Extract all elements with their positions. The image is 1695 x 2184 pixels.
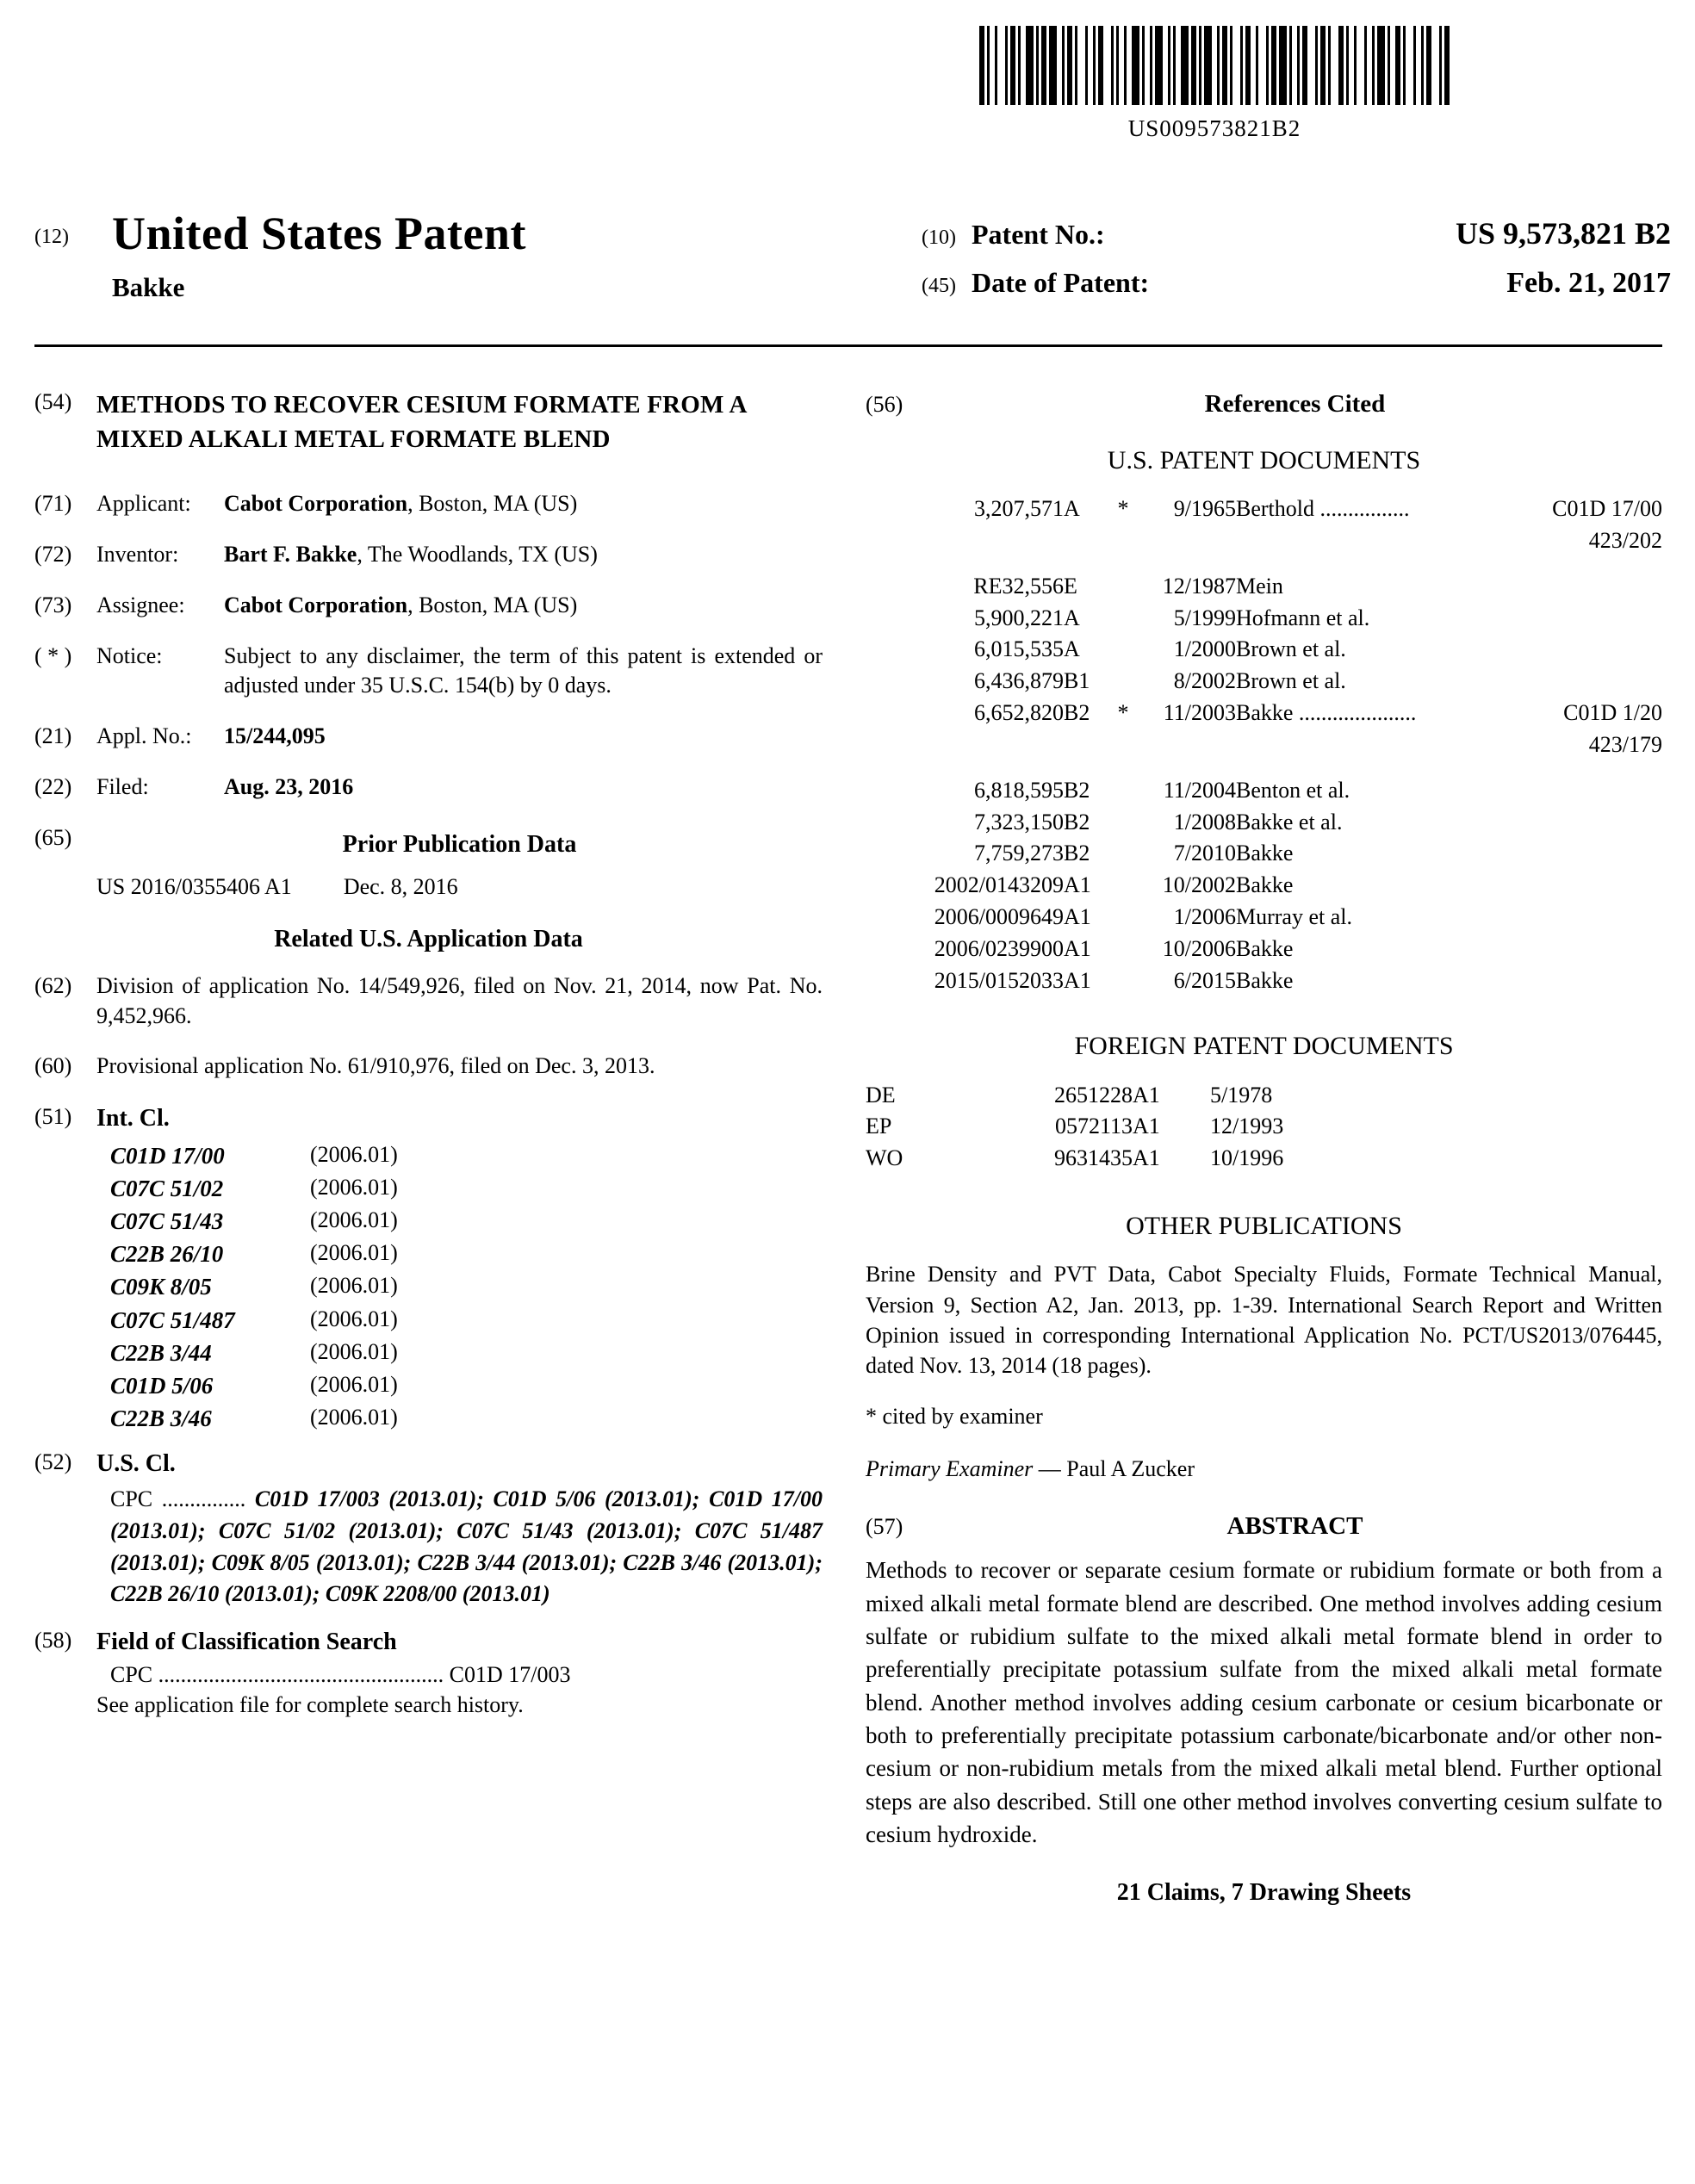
foreign-country: DE bbox=[866, 1082, 896, 1108]
reference-class bbox=[1500, 934, 1662, 965]
field-tag-72: (72) bbox=[34, 541, 72, 567]
prior-pub-body bbox=[96, 823, 823, 903]
int-cl-table bbox=[110, 1140, 823, 1435]
header-right bbox=[922, 215, 1671, 315]
applicant-field bbox=[34, 489, 823, 519]
foreign-kind: A1 bbox=[1133, 1082, 1160, 1108]
reference-kind: B2 bbox=[1064, 841, 1090, 866]
table-row bbox=[866, 807, 1662, 839]
reference-subclass: 423/179 bbox=[1588, 731, 1662, 757]
reference-star: * bbox=[1117, 496, 1129, 522]
field-tag-52: (52) bbox=[34, 1449, 72, 1475]
notice-label: Notice: bbox=[96, 642, 163, 668]
field-tag-73: (73) bbox=[34, 592, 72, 617]
field-tag-star: ( * ) bbox=[34, 642, 72, 668]
table-row bbox=[866, 698, 1662, 729]
reference-date: 1/2008 bbox=[1173, 809, 1236, 835]
reference-number: 7,323,150 bbox=[974, 809, 1064, 835]
reference-star bbox=[1114, 634, 1133, 666]
reference-name: Mein bbox=[1236, 573, 1283, 599]
claims-drawings-line: 21 Claims, 7 Drawing Sheets bbox=[1116, 1879, 1412, 1907]
reference-number: 6,818,595 bbox=[974, 777, 1064, 803]
table-row bbox=[866, 1143, 1283, 1175]
reference-date: 10/2002 bbox=[1162, 872, 1236, 898]
table-row bbox=[866, 934, 1662, 965]
reference-name: Berthold ................ bbox=[1236, 496, 1410, 522]
field-tag-57: (57) bbox=[866, 1514, 903, 1540]
us-patent-documents-heading: U.S. PATENT DOCUMENTS bbox=[1107, 445, 1421, 475]
references-cited-heading: References Cited bbox=[1204, 390, 1386, 418]
foreign-patent-documents-table bbox=[866, 1080, 1283, 1175]
reference-class bbox=[1500, 807, 1662, 839]
field-tag-12: (12) bbox=[34, 226, 69, 248]
int-cl-version: (2006.01) bbox=[310, 1240, 398, 1266]
inventor-label: Inventor: bbox=[96, 541, 179, 567]
field-tag-71: (71) bbox=[34, 491, 72, 517]
reference-class bbox=[1500, 634, 1662, 666]
reference-class bbox=[1500, 965, 1662, 997]
int-cl-row bbox=[110, 1271, 823, 1302]
reference-kind: A bbox=[1064, 636, 1080, 662]
reference-name: Bakke bbox=[1236, 967, 1294, 993]
assignee-field bbox=[34, 591, 823, 621]
int-cl-version: (2006.01) bbox=[310, 1207, 398, 1233]
cpc-block bbox=[110, 1484, 823, 1611]
table-row bbox=[866, 965, 1662, 997]
reference-date: 1/2006 bbox=[1173, 903, 1236, 929]
references-cited-row bbox=[866, 388, 1662, 421]
foreign-number: 2651228 bbox=[1054, 1082, 1133, 1108]
reference-name: Benton et al. bbox=[1236, 777, 1350, 803]
field-search-note: See application file for complete search history. bbox=[96, 1691, 524, 1717]
filed-value: Aug. 23, 2016 bbox=[224, 774, 354, 799]
table-spacer bbox=[866, 761, 1662, 775]
inventor-value bbox=[224, 540, 823, 570]
reference-date: 8/2002 bbox=[1173, 668, 1236, 694]
field-search-label: Field of Classification Search bbox=[96, 1629, 397, 1656]
table-spacer bbox=[866, 557, 1662, 571]
applicant-rest: , Boston, MA (US) bbox=[407, 491, 578, 517]
int-cl-code: C01D 5/06 bbox=[110, 1372, 214, 1399]
us-patent-documents-table bbox=[866, 493, 1662, 996]
cpc-codes: C01D 17/003 (2013.01); C01D 5/06 (2013.01); C01D 17/00 (2013.01); C07C 51/02 (2013.01); C07C 51/43 (2013.01); C07C 51/487 (2013.01); C09K 8/05 (2013.01); C22B 3/44 (2013.01); C22B 3/46 (2013.01); C22B 26/10 (2013.01); C09K 2208/00 (2013.01) bbox=[110, 1486, 823, 1607]
primary-examiner-name: — Paul A Zucker bbox=[1038, 1455, 1195, 1481]
int-cl-code: C07C 51/02 bbox=[110, 1175, 224, 1201]
field-tag-21: (21) bbox=[34, 723, 72, 749]
reference-star: * bbox=[1117, 700, 1129, 726]
reference-class bbox=[1500, 666, 1662, 698]
foreign-date: 5/1978 bbox=[1210, 1082, 1273, 1108]
field-search-field bbox=[34, 1626, 823, 1659]
int-cl-version: (2006.01) bbox=[310, 1141, 398, 1167]
foreign-kind: A1 bbox=[1133, 1114, 1160, 1139]
reference-class bbox=[1500, 870, 1662, 902]
reference-kind: B2 bbox=[1064, 809, 1090, 835]
int-cl-code: C07C 51/43 bbox=[110, 1208, 224, 1235]
int-cl-version: (2006.01) bbox=[310, 1273, 398, 1299]
reference-name: Hofmann et al. bbox=[1236, 605, 1370, 630]
table-row bbox=[866, 775, 1662, 807]
reference-star bbox=[1114, 775, 1133, 807]
reference-number: 2006/0239900 bbox=[934, 935, 1064, 961]
filed-field bbox=[34, 772, 823, 803]
int-cl-row bbox=[110, 1370, 823, 1401]
reference-star bbox=[1114, 571, 1133, 603]
foreign-kind: A1 bbox=[1133, 1145, 1160, 1171]
primary-examiner-label: Primary Examiner bbox=[866, 1455, 1034, 1481]
foreign-number: 9631435 bbox=[1054, 1145, 1133, 1171]
inventor-rest: , The Woodlands, TX (US) bbox=[357, 541, 598, 567]
reference-number: 6,015,535 bbox=[974, 636, 1064, 662]
foreign-number: 0572113 bbox=[1054, 1114, 1133, 1139]
foreign-patent-documents-heading: FOREIGN PATENT DOCUMENTS bbox=[1074, 1032, 1454, 1061]
barcode-number: US009573821B2 bbox=[1127, 115, 1301, 141]
reference-star bbox=[1114, 807, 1133, 839]
int-cl-version: (2006.01) bbox=[310, 1306, 398, 1331]
int-cl-row bbox=[110, 1305, 823, 1336]
prior-pub-field bbox=[34, 823, 823, 903]
left-column bbox=[34, 388, 823, 1721]
reference-kind: B1 bbox=[1064, 668, 1090, 694]
reference-class: C01D 17/00 bbox=[1552, 496, 1662, 522]
reference-class bbox=[1500, 603, 1662, 635]
reference-class bbox=[1500, 902, 1662, 934]
reference-class bbox=[1500, 571, 1662, 603]
int-cl-row bbox=[110, 1206, 823, 1237]
us-cl-label: U.S. Cl. bbox=[96, 1450, 176, 1478]
primary-examiner bbox=[866, 1455, 1662, 1485]
abstract-heading-row bbox=[866, 1510, 1662, 1543]
reference-kind: A1 bbox=[1064, 935, 1091, 961]
table-row-sub bbox=[866, 729, 1662, 761]
other-publications-text: Brine Density and PVT Data, Cabot Specialty Fluids, Formate Technical Manual, Version 9, Section A2, Jan. 2013, pp. 1-39. International Search Report and Written Opinion issued in corresponding International Application No. PCT/US2013/076445, dated Nov. 13, 2014 (18 pages). bbox=[866, 1262, 1662, 1379]
reference-name: Brown et al. bbox=[1236, 668, 1346, 694]
filed-label: Filed: bbox=[96, 774, 149, 799]
cited-by-examiner: * cited by examiner bbox=[866, 1403, 1043, 1429]
field-tag-65: (65) bbox=[34, 824, 72, 850]
field-tag-45: (45) bbox=[922, 275, 956, 297]
field-tag-10: (10) bbox=[922, 226, 956, 249]
reference-date: 10/2006 bbox=[1162, 935, 1236, 961]
applicant-label: Applicant: bbox=[96, 491, 191, 517]
reference-kind: A bbox=[1064, 496, 1080, 522]
reference-date: 6/2015 bbox=[1173, 967, 1236, 993]
title-field bbox=[34, 388, 823, 456]
reference-class bbox=[1500, 775, 1662, 807]
prior-pub-row bbox=[96, 872, 823, 903]
reference-star bbox=[1114, 838, 1133, 870]
prior-pub-number: US 2016/0355406 A1 bbox=[96, 874, 292, 900]
int-cl-label: Int. Cl. bbox=[96, 1105, 170, 1132]
int-cl-code: C09K 8/05 bbox=[110, 1274, 212, 1300]
int-cl-version: (2006.01) bbox=[310, 1174, 398, 1200]
barcode-block bbox=[810, 26, 1619, 142]
invention-title: METHODS TO RECOVER CESIUM FORMATE FROM A MIXED ALKALI METAL FORMATE BLEND bbox=[96, 391, 747, 454]
reference-name: Bakke bbox=[1236, 935, 1294, 961]
patent-date-label: Date of Patent: bbox=[972, 267, 1150, 298]
reference-date: 5/1999 bbox=[1173, 605, 1236, 630]
assignee-name: Cabot Corporation bbox=[224, 592, 408, 617]
int-cl-code: C22B 3/46 bbox=[110, 1405, 212, 1432]
patent-date-value: Feb. 21, 2017 bbox=[1506, 267, 1671, 299]
reference-name: Bakke et al. bbox=[1236, 809, 1343, 835]
reference-date: 11/2003 bbox=[1163, 700, 1236, 726]
field-tag-54: (54) bbox=[34, 389, 72, 414]
reference-number: 5,900,221 bbox=[974, 605, 1064, 630]
division-field bbox=[34, 971, 823, 1032]
reference-class: C01D 1/20 bbox=[1563, 700, 1662, 726]
foreign-date: 10/1996 bbox=[1210, 1145, 1284, 1171]
header-left bbox=[34, 207, 861, 303]
related-app-heading: Related U.S. Application Data bbox=[274, 926, 583, 953]
field-tag-51: (51) bbox=[34, 1104, 72, 1130]
applicant-name: Cabot Corporation bbox=[224, 491, 408, 517]
reference-name: Brown et al. bbox=[1236, 636, 1346, 662]
assignee-label: Assignee: bbox=[96, 592, 185, 617]
reference-number: 2002/0143209 bbox=[934, 872, 1064, 898]
reference-kind: E bbox=[1064, 573, 1077, 599]
field-tag-56: (56) bbox=[866, 392, 903, 417]
division-text: Division of application No. 14/549,926, filed on Nov. 21, 2014, now Pat. No. 9,452,966. bbox=[96, 972, 823, 1028]
assignee-value bbox=[224, 591, 823, 621]
int-cl-field bbox=[34, 1102, 823, 1135]
other-publications-heading: OTHER PUBLICATIONS bbox=[1126, 1212, 1402, 1241]
provisional-field bbox=[34, 1052, 823, 1082]
reference-kind: A1 bbox=[1064, 967, 1091, 993]
reference-kind: A bbox=[1064, 605, 1080, 630]
int-cl-row bbox=[110, 1140, 823, 1171]
patent-date-row bbox=[922, 267, 1671, 300]
reference-kind: B2 bbox=[1064, 777, 1090, 803]
table-row-sub bbox=[866, 525, 1662, 557]
field-tag-60: (60) bbox=[34, 1053, 72, 1079]
field-tag-62: (62) bbox=[34, 972, 72, 998]
table-row bbox=[866, 571, 1662, 603]
foreign-country: WO bbox=[866, 1145, 903, 1171]
reference-subclass: 423/202 bbox=[1588, 527, 1662, 553]
patent-number-row bbox=[922, 215, 1671, 251]
table-row bbox=[866, 666, 1662, 698]
barcode-image bbox=[810, 26, 1619, 105]
inventor-full-name: Bart F. Bakke bbox=[224, 541, 357, 567]
reference-date: 9/1965 bbox=[1173, 496, 1236, 522]
reference-kind: B2 bbox=[1064, 700, 1090, 726]
reference-name: Bakke bbox=[1236, 841, 1294, 866]
reference-number: 2015/0152033 bbox=[934, 967, 1064, 993]
table-row bbox=[866, 870, 1662, 902]
reference-star bbox=[1114, 965, 1133, 997]
reference-star bbox=[1114, 934, 1133, 965]
int-cl-version: (2006.01) bbox=[310, 1405, 398, 1430]
int-cl-code: C22B 3/44 bbox=[110, 1339, 212, 1366]
int-cl-code: C22B 26/10 bbox=[110, 1241, 224, 1268]
reference-number: RE32,556 bbox=[973, 573, 1064, 599]
table-row bbox=[866, 1080, 1283, 1112]
table-row bbox=[866, 838, 1662, 870]
reference-date: 11/2004 bbox=[1163, 777, 1236, 803]
page-title: United States Patent bbox=[112, 208, 526, 259]
int-cl-code: C07C 51/487 bbox=[110, 1306, 235, 1333]
reference-date: 7/2010 bbox=[1173, 841, 1236, 866]
prior-pub-heading: Prior Publication Data bbox=[342, 830, 577, 858]
reference-number: 2006/0009649 bbox=[934, 903, 1064, 929]
provisional-text: Provisional application No. 61/910,976, filed on Dec. 3, 2013. bbox=[96, 1053, 655, 1079]
assignee-rest: , Boston, MA (US) bbox=[407, 592, 578, 617]
int-cl-row bbox=[110, 1403, 823, 1434]
foreign-date: 12/1993 bbox=[1210, 1114, 1284, 1139]
table-row bbox=[866, 1111, 1283, 1143]
reference-star bbox=[1114, 603, 1133, 635]
us-cl-field bbox=[34, 1448, 823, 1480]
field-tag-22: (22) bbox=[34, 774, 72, 799]
table-row bbox=[866, 493, 1662, 525]
header-divider bbox=[34, 344, 1662, 347]
int-cl-version: (2006.01) bbox=[310, 1371, 398, 1397]
int-cl-row bbox=[110, 1173, 823, 1204]
reference-number: 3,207,571 bbox=[974, 496, 1064, 522]
table-row bbox=[866, 634, 1662, 666]
reference-number: 7,759,273 bbox=[974, 841, 1064, 866]
reference-kind: A1 bbox=[1064, 903, 1091, 929]
appl-no-field bbox=[34, 722, 823, 752]
cpc-prefix: CPC ............... bbox=[110, 1486, 246, 1511]
reference-date: 12/1987 bbox=[1162, 573, 1236, 599]
reference-date: 1/2000 bbox=[1173, 636, 1236, 662]
table-row bbox=[866, 902, 1662, 934]
abstract-text: Methods to recover or separate cesium formate or rubidium formate or both from a mixed alkali metal formate blend are described. One method involves adding cesium sulfate or rubidium sulfate to the mixed alkali metal formate blend in order to preferentially precipitate potassium sulfate from the mixed alkali metal formate blend. Another method involves adding cesium carbonate or cesium bicarbonate or both to preferentially precipitate potassium carbonate/bicarbonate and/or other non-cesium or non-rubidium metals from the mixed alkali metal blend. Further optional steps are also described. Still one other method involves converting cesium sulfate to cesium hydroxide. bbox=[866, 1557, 1662, 1847]
patent-number-value: US 9,573,821 B2 bbox=[1455, 216, 1671, 251]
patent-number-label: Patent No.: bbox=[972, 219, 1105, 250]
inventor-surname: Bakke bbox=[112, 272, 185, 302]
reference-star bbox=[1114, 902, 1133, 934]
reference-number: 6,436,879 bbox=[974, 668, 1064, 694]
reference-name: Bakke bbox=[1236, 872, 1294, 898]
right-column bbox=[866, 388, 1662, 1909]
reference-name: Murray et al. bbox=[1236, 903, 1353, 929]
applicant-value bbox=[224, 489, 823, 519]
int-cl-row bbox=[110, 1238, 823, 1269]
foreign-country: EP bbox=[866, 1114, 892, 1139]
inventor-field bbox=[34, 540, 823, 570]
abstract-heading: ABSTRACT bbox=[1226, 1512, 1363, 1541]
reference-number: 6,652,820 bbox=[974, 700, 1064, 726]
field-tag-58: (58) bbox=[34, 1628, 72, 1654]
field-search-cpc: CPC ................................................... C01D 17/003 bbox=[110, 1661, 571, 1687]
reference-kind: A1 bbox=[1064, 872, 1091, 898]
prior-pub-date: Dec. 8, 2016 bbox=[343, 874, 458, 900]
reference-class bbox=[1500, 838, 1662, 870]
int-cl-row bbox=[110, 1337, 823, 1368]
reference-star bbox=[1114, 870, 1133, 902]
int-cl-code: C01D 17/00 bbox=[110, 1142, 225, 1169]
int-cl-version: (2006.01) bbox=[310, 1338, 398, 1364]
appl-no-value: 15/244,095 bbox=[224, 723, 326, 749]
reference-star bbox=[1114, 666, 1133, 698]
notice-field bbox=[34, 642, 823, 702]
reference-name: Bakke ..................... bbox=[1236, 700, 1417, 726]
table-row bbox=[866, 603, 1662, 635]
appl-no-label: Appl. No.: bbox=[96, 723, 192, 749]
notice-text: Subject to any disclaimer, the term of this patent is extended or adjusted under 35 U.S.C. 154(b) by 0 days. bbox=[224, 642, 823, 698]
